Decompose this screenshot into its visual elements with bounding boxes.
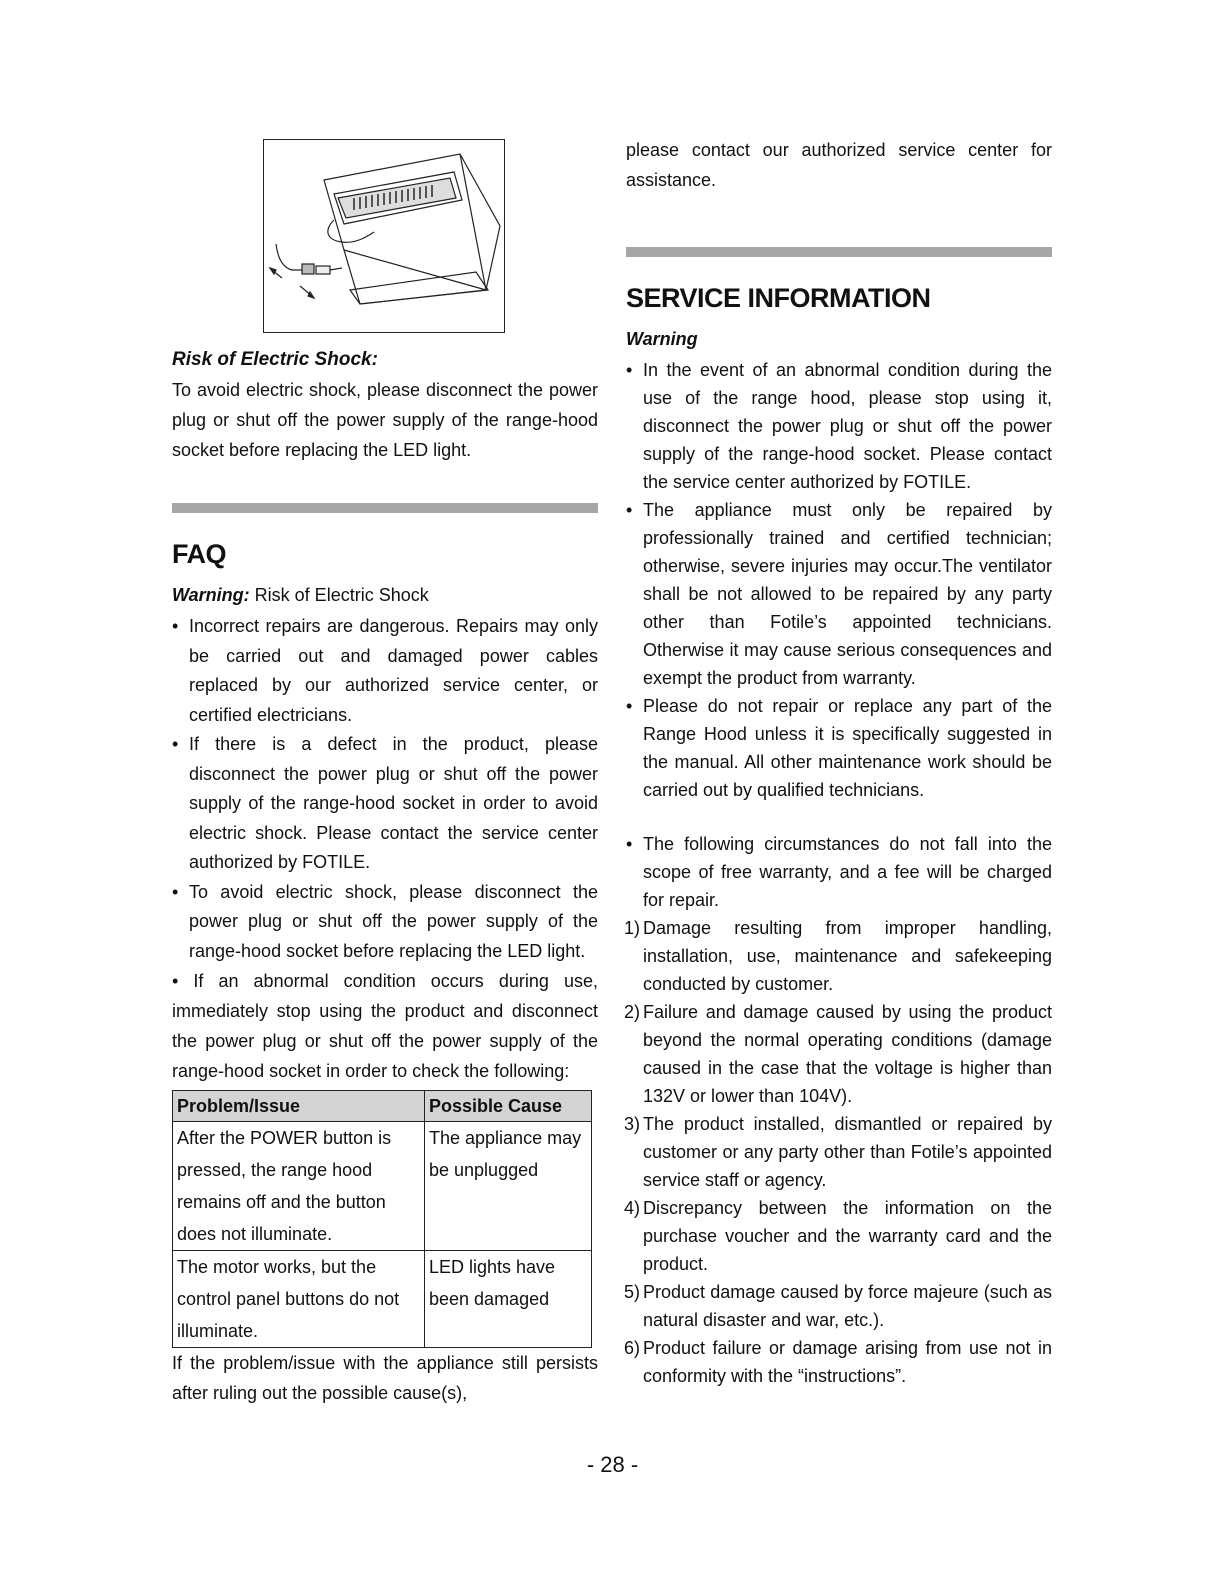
item-text: Product damage caused by force majeure (such as natural disaster and war, etc.).	[643, 1282, 1052, 1330]
service-bullet	[626, 496, 1052, 692]
bullet-marker: •	[172, 734, 179, 754]
faq-outro: If the problem/issue with the appliance still persists after ruling out the possible cause(s),	[172, 1353, 598, 1403]
item-number: 6)	[624, 1338, 641, 1358]
bullet-marker: •	[626, 696, 633, 716]
numbered-item	[626, 1278, 1052, 1334]
risk-text: To avoid electric shock, please disconnect the power plug or shut off the power supply of the range-hood socket before replacing the LED light.	[172, 380, 598, 460]
service-warning	[626, 324, 1052, 354]
item-text: Failure and damage caused by using the product beyond the normal operating conditions (damage caused in the case that the voltage is higher than 132V or lower than 104V).	[643, 1002, 1052, 1106]
item-text: The product installed, dismantled or repaired by customer or any party other than Fotile’s appointed service staff or agency.	[643, 1114, 1052, 1190]
item-number: 5)	[624, 1282, 641, 1302]
service-title: SERVICE INFORMATION	[626, 283, 931, 313]
fee-bullet-text: The following circumstances do not fall into the scope of free warranty, and a fee will be charged for repair.	[643, 834, 1052, 910]
left-column	[172, 139, 598, 1408]
faq-warning	[172, 580, 598, 610]
faq-bullet	[172, 612, 598, 730]
numbered-item	[626, 1334, 1052, 1390]
numbered-item	[626, 1110, 1052, 1194]
faq-bullet-text: Incorrect repairs are dangerous. Repairs may only be carried out and damaged power cables replaced by our authorized service center, or certified electricians.	[189, 616, 598, 725]
service-bullet	[626, 356, 1052, 496]
bullet-marker: •	[626, 360, 633, 380]
service-warning-label: Warning	[626, 329, 698, 349]
item-text: Product failure or damage arising from use not in conformity with the “instructions”.	[643, 1338, 1052, 1386]
faq-warning-label: Warning:	[172, 585, 250, 605]
table-header: Possible Cause	[425, 1091, 592, 1122]
item-number: 1)	[624, 918, 641, 938]
item-number: 3)	[624, 1114, 641, 1134]
service-bullet-text: Please do not repair or replace any part of the Range Hood unless it is specifically suggested in the manual. All other maintenance work should be carried out by qualified technicians.	[643, 696, 1052, 800]
table-cell-cause: The appliance may be unplugged	[425, 1122, 592, 1251]
page-number: - 28 -	[586, 1452, 639, 1477]
faq-warning-text: Risk of Electric Shock	[249, 585, 429, 605]
right-column	[626, 135, 1052, 1390]
table-cell-cause: LED lights have been damaged	[425, 1251, 592, 1348]
section-divider	[172, 503, 598, 513]
numbered-item	[626, 1194, 1052, 1278]
table-row	[173, 1251, 592, 1348]
faq-bullet-text: To avoid electric shock, please disconnect the power plug or shut off the power supply of the range-hood socket before replacing the LED light.	[189, 881, 598, 961]
service-bullet-text: In the event of an abnormal condition during the use of the range hood, please stop using it, disconnect the power plug or shut off the power supply of the range-hood socket. Please contact the service center authorized by FOTILE.	[643, 360, 1052, 492]
faq-intro: • If an abnormal condition occurs during use, immediately stop using the product and disconnect the power plug or shut off the power supply of the range-hood socket in order to check the following:	[172, 971, 598, 1081]
table-cell-problem: The motor works, but the control panel buttons do not illuminate.	[173, 1251, 425, 1348]
table-header: Problem/Issue	[173, 1091, 425, 1122]
item-text: Damage resulting from improper handling, installation, use, maintenance and safekeeping conducted by customer.	[643, 918, 1052, 994]
continued-text: please contact our authorized service center for assistance.	[626, 140, 1052, 190]
service-bullet	[626, 692, 1052, 804]
item-number: 2)	[624, 1002, 641, 1022]
faq-bullet-text: If there is a defect in the product, please disconnect the power plug or shut off the power supply of the range-hood socket in order to avoid electric shock. Please contact the service center authorized by FOTILE.	[189, 734, 598, 872]
table-row	[173, 1122, 592, 1251]
bullet-marker: •	[172, 616, 179, 636]
table-cell-problem: After the POWER button is pressed, the range hood remains off and the button does not illuminate.	[173, 1122, 425, 1251]
numbered-item	[626, 998, 1052, 1110]
numbered-item	[626, 914, 1052, 998]
faq-bullet	[172, 730, 598, 878]
item-text: Discrepancy between the information on the purchase voucher and the warranty card and the product.	[643, 1198, 1052, 1274]
fee-bullet	[626, 830, 1052, 914]
range-hood-illustration	[264, 140, 504, 332]
faq-table	[172, 1090, 592, 1348]
faq-bullet	[172, 878, 598, 967]
led-replacement-figure	[263, 139, 505, 333]
section-divider	[626, 247, 1052, 257]
bullet-marker: •	[626, 834, 633, 854]
item-number: 4)	[624, 1198, 641, 1218]
service-bullet-text: The appliance must only be repaired by professionally trained and certified technician; otherwise, severe injuries may occur.The ventilator shall be not allowed to be repaired by any party other than Fotile’s appointed technicians. Otherwise it may cause serious consequences and exempt the product from warranty.	[643, 500, 1052, 688]
risk-heading: Risk of Electric Shock:	[172, 349, 378, 370]
bullet-marker: •	[626, 500, 633, 520]
table-header-row	[173, 1091, 592, 1122]
faq-title: FAQ	[172, 539, 227, 569]
bullet-marker: •	[172, 881, 179, 902]
